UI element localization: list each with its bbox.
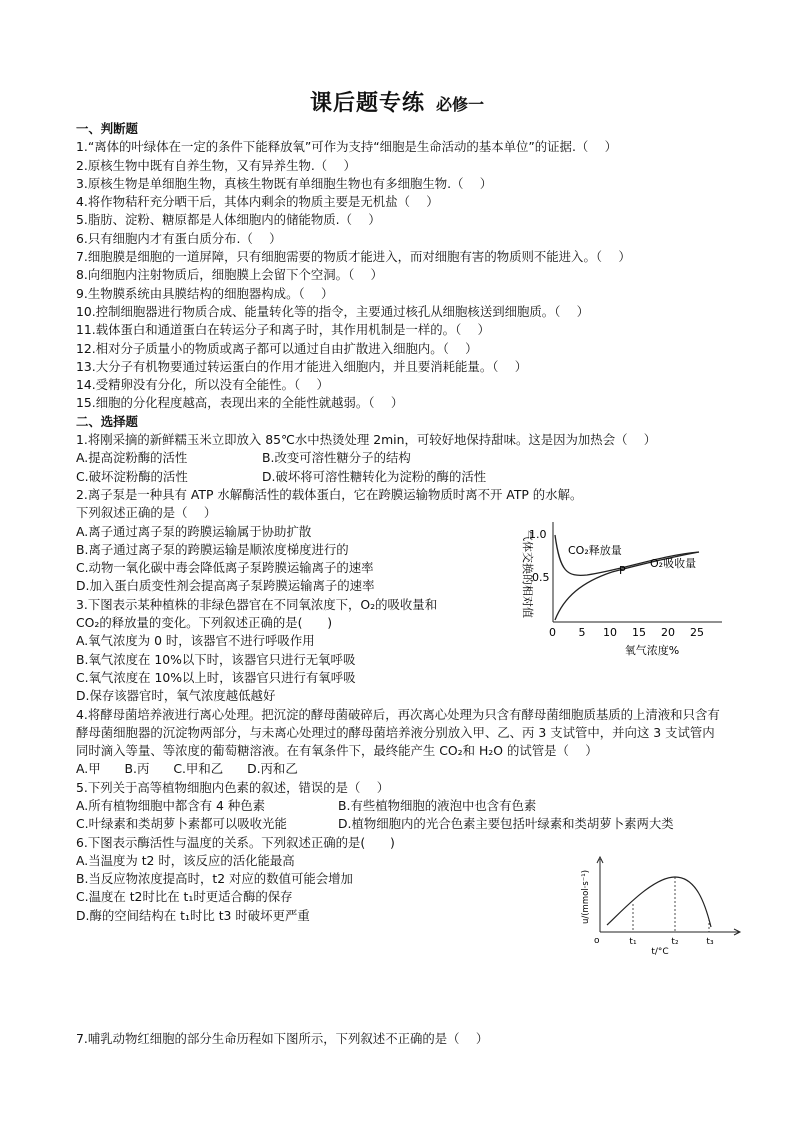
q2-stem: 2.离子泵是一种具有 ATP 水解酶活性的载体蛋白，它在跨膜运输物质时离不开 ATP 的水解。 [76,486,583,502]
judge-item: 15.细胞的分化程度越高，表现出来的全能性就越弱。（ ） [76,395,404,411]
judge-item: 2.原核生物中既有自养生物，又有异养生物.（ ） [76,157,356,173]
q1-stem: 1.将刚采摘的新鲜糯玉米立即放入 85℃水中热烫处理 2min，可较好地保持甜味。这是因为加热会（ ） [76,432,657,448]
judge-item: 8.向细胞内注射物质后，细胞膜上会留下个空洞。（ ） [76,267,383,283]
point-p-label: P [619,564,626,577]
option-a: A.氧气浓度为 0 时，该器官不进行呼吸作用 [76,633,315,649]
co2-curve-label: CO₂释放量 [568,544,622,557]
option-c: C.甲和乙 [173,761,224,777]
option-a: A.所有植物细胞中都含有 4 种色素 [76,797,266,813]
option-c: C.氧气浓度在 10%以上时，该器官只进行有氧呼吸 [76,669,356,685]
option-a: A.离子通过离子泵的跨膜运输属于协助扩散 [76,523,312,539]
option-d: D.植物细胞内的光合色素主要包括叶绿素和类胡萝卜素两大类 [338,816,674,832]
gas-exchange-chart [512,512,726,658]
section-heading-choice: 二、选择题 [76,413,138,429]
q1-options-row1 [76,449,726,467]
q3-stem: 3.下图表示某种植株的非绿色器官在不同氧浓度下，O₂的吸收量和 [76,596,438,612]
option-b: B.有些植物细胞的液泡中也含有色素 [338,797,537,813]
option-a: A.甲 [76,761,101,777]
q7-stem: 7.哺乳动物红细胞的部分生命历程如下图所示，下列叙述不正确的是（ ） [76,1031,489,1046]
judge-item: 3.原核生物是单细胞生物，真核生物既有单细胞生物也有多细胞生物.（ ） [76,175,493,191]
judge-item: 7.细胞膜是细胞的一道屏障，只有细胞需要的物质才能进入，而对细胞有害的物质则不能进入。（ ） [76,249,631,265]
x-axis-label: t/°C [651,947,669,957]
option-b: B.当反应物浓度提高时，t2 对应的数值可能会增加 [76,871,353,887]
option-a: A.提高淀粉酶的活性 [76,450,188,466]
x-tick-label: 20 [661,626,675,639]
judge-item: 10.控制细胞器进行物质合成、能量转化等的指令，主要通过核孔从细胞核送到细胞质。（ ） [76,303,590,319]
x-tick-label: t₂ [671,937,679,947]
judge-item: 9.生物膜系统由具膜结构的细胞器构成。（ ） [76,285,334,301]
o2-curve-label: O₂吸收量 [650,557,697,570]
judge-item: 5.脂肪、淀粉、糖原都是人体细胞内的储能物质.（ ） [76,212,381,228]
x-tick-label: 10 [603,626,617,639]
q4-stem: 4.将酵母菌培养液进行离心处理。把沉淀的酵母菌破碎后，再次离心处理为只含有酵母菌细胞质基质的上清液和只含有酵母菌细胞器的沉淀物两部分，与未离心处理过的酵母菌培养液分别放入甲、乙、丙 3 支试管中，并向这 3 支试管内同时滴入等量、等浓度的葡萄糖溶液。在有氧条件下，最终能产生 CO₂和 H₂O 的试管是（ ） [76,706,720,759]
y-tick-label: 1.0 [529,528,547,541]
judge-item: 14.受精卵没有分化，所以没有全能性。（ ） [76,377,329,393]
option-d: D.加入蛋白质变性剂会提高离子泵跨膜运输离子的速率 [76,578,375,594]
option-d: D.丙和乙 [247,761,298,777]
y-tick-label: 0.5 [532,571,550,584]
option-d: D.酶的空间结构在 t₁时比 t3 时破坏更严重 [76,907,310,923]
judge-item: 4.将作物秸秆充分晒干后，其体内剩余的物质主要是无机盐（ ） [76,194,439,210]
title-sub: 必修一 [436,95,485,114]
title-main: 课后题专练 [309,91,425,116]
section-heading-judge: 一、判断题 [76,121,138,136]
origin-label: o [594,936,600,946]
x-tick-label-origin: 0 [549,626,556,639]
x-axis-label: 氧气浓度% [624,644,680,657]
judge-item: 6.只有细胞内才有蛋白质分布.（ ） [76,230,282,246]
judge-item: 12.相对分子质量小的物质或离子都可以通过自由扩散进入细胞内。（ ） [76,340,478,356]
option-d: D.保存该器官时，氧气浓度越低越好 [76,688,276,704]
y-axis-label: u/(mmol·s⁻¹) [581,869,591,925]
judge-item: 13.大分子有机物要通过转运蛋白的作用才能进入细胞内，并且要消耗能量。（ ） [76,358,528,374]
page-title [0,86,794,117]
q5-options-row1 [76,797,726,815]
option-b: B.改变可溶性糖分子的结构 [262,450,411,466]
x-tick-label: t₃ [706,937,714,947]
activity-curve [607,877,711,927]
enzyme-activity-chart [578,855,746,963]
x-tick-label: 15 [632,626,646,639]
option-c: C.破坏淀粉酶的活性 [76,468,188,484]
option-b: B.氧气浓度在 10%以下时，该器官只进行无氧呼吸 [76,651,356,667]
y-axis-label: 气体交换的相对值 [521,530,534,618]
x-tick-label: 25 [690,626,704,639]
option-c: C.温度在 t2时比在 t₁时更适合酶的保存 [76,889,293,905]
option-c: C.动物一氧化碳中毒会降低离子泵跨膜运输离子的速率 [76,560,374,576]
option-b: B.离子通过离子泵的跨膜运输是顺浓度梯度进行的 [76,541,349,557]
q4-options [76,760,726,778]
x-tick-label: 5 [578,626,586,639]
q6-stem: 6.下图表示酶活性与温度的关系。下列叙述正确的是( ) [76,834,395,850]
q3-stem-2: CO₂的释放量的变化。下列叙述正确的是( ) [76,615,333,631]
q2-stem-2: 下列叙述正确的是（ ） [76,505,217,521]
q1-options-row2 [76,468,726,486]
option-c: C.叶绿素和类胡萝卜素都可以吸收光能 [76,816,287,832]
q5-stem: 5.下列关于高等植物细胞内色素的叙述，错误的是（ ） [76,779,390,795]
option-d: D.破坏将可溶性糖转化为淀粉的酶的活性 [262,468,487,484]
x-tick-label: t₁ [629,937,637,947]
option-a: A.当温度为 t2 时，该反应的活化能最高 [76,852,295,868]
q5-options-row2 [76,815,726,833]
option-b: B.丙 [124,761,150,777]
judge-item: 1.“离体的叶绿体在一定的条件下能释放氧”可作为支持“细胞是生命活动的基本单位”的证据.（ ） [76,139,618,155]
judge-item: 11.载体蛋白和通道蛋白在转运分子和离子时，其作用机制是一样的。（ ） [76,322,490,338]
